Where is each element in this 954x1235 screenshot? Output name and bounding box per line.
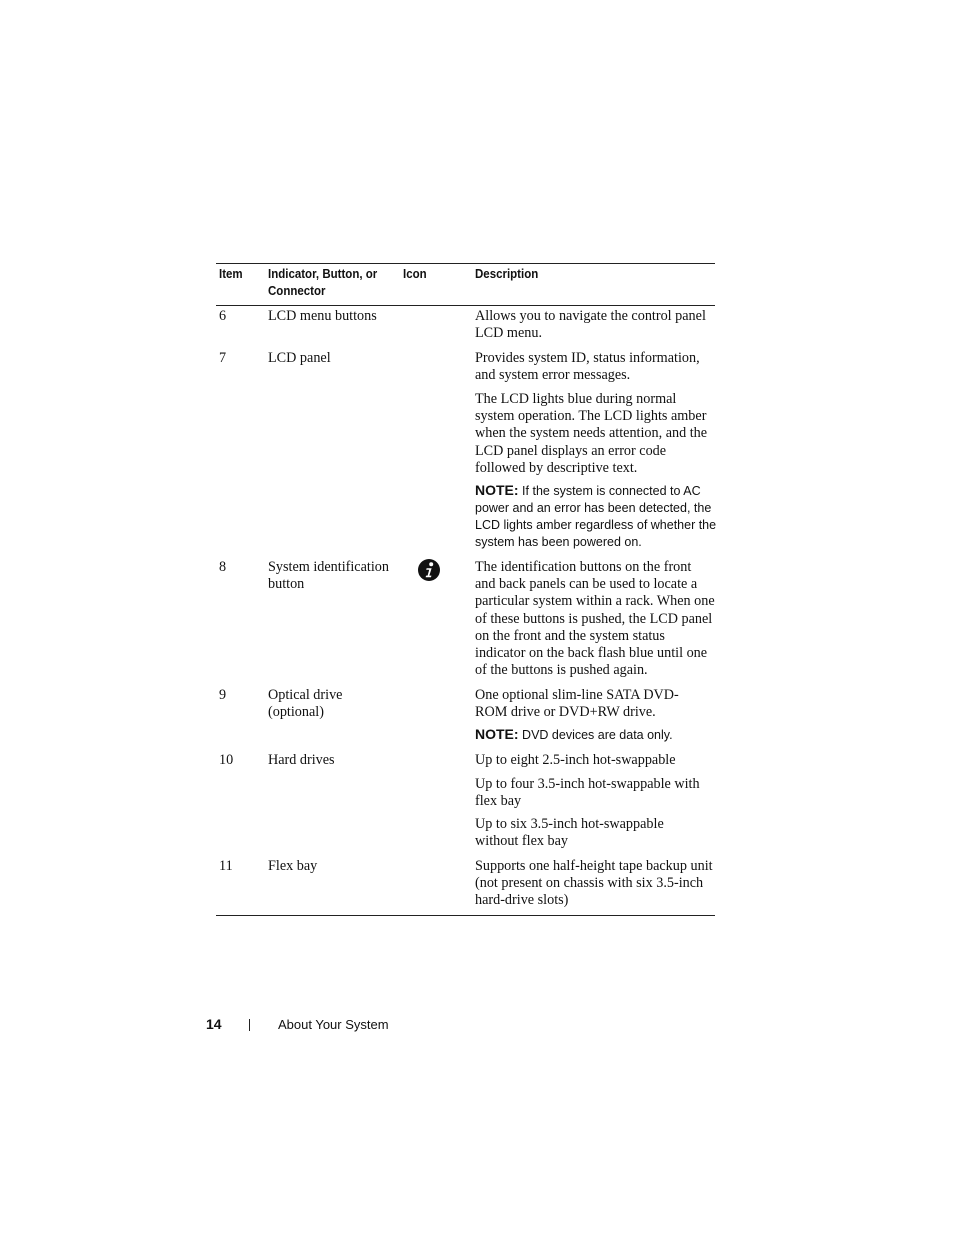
row-6-indicator: LCD menu buttons xyxy=(268,308,377,324)
note-label: NOTE: xyxy=(475,482,519,498)
row-7-description-1: Provides system ID, status information, and system error messages. xyxy=(475,350,700,384)
header-item: Item xyxy=(219,267,243,281)
note-text: DVD devices are data only. xyxy=(522,728,673,742)
row-10-description-3: Up to six 3.5-inch hot-swappable without flex bay xyxy=(475,816,664,850)
row-11-description: Supports one half-height tape backup unit (not present on chassis with six 3.5-inch hard-drive slots) xyxy=(475,858,713,909)
table-bottom-rule xyxy=(216,915,715,916)
row-8-indicator: System identification button xyxy=(268,559,389,593)
header-icon: Icon xyxy=(403,267,427,281)
row-6-description: Allows you to navigate the control panel LCD menu. xyxy=(475,308,706,342)
row-11-item: 11 xyxy=(219,858,233,874)
row-8-item: 8 xyxy=(219,559,227,575)
header-rule xyxy=(216,305,715,306)
note-text: If the system is connected to AC power and an error has been detected, the LCD lights amber regardless of whether the system has been powered on. xyxy=(475,484,717,549)
row-11-indicator: Flex bay xyxy=(268,858,318,874)
row-10-description-2: Up to four 3.5-inch hot-swappable with flex bay xyxy=(475,776,700,810)
info-icon xyxy=(417,558,441,582)
header-description: Description xyxy=(475,267,539,281)
note-label: NOTE: xyxy=(475,726,519,742)
page-number: 14 xyxy=(206,1016,222,1032)
row-10-indicator: Hard drives xyxy=(268,752,335,768)
table-top-rule xyxy=(216,263,715,264)
row-9-indicator: Optical drive (optional) xyxy=(268,687,343,721)
footer-section-title: About Your System xyxy=(278,1017,389,1032)
footer-separator xyxy=(249,1019,250,1031)
row-7-description-2: The LCD lights blue during normal system operation. The LCD lights amber when the system needs attention, and the LCD panel displays an error code followed by descriptive text. xyxy=(475,391,708,476)
row-9-description: One optional slim-line SATA DVD-ROM drive or DVD+RW drive. xyxy=(475,687,679,721)
row-7-note xyxy=(475,482,725,551)
row-10-item: 10 xyxy=(219,752,234,768)
row-9-note xyxy=(475,726,725,744)
row-7-indicator: LCD panel xyxy=(268,350,331,366)
row-10-description-1: Up to eight 2.5-inch hot-swappable xyxy=(475,752,676,768)
row-7-item: 7 xyxy=(219,350,227,366)
row-8-description: The identification buttons on the front and back panels can be used to locate a particular system within a rack. When one of these buttons is pushed, the LCD panel on the front and the system status indicator on the back flash blue until one of the buttons is pushed again. xyxy=(475,559,715,679)
row-9-item: 9 xyxy=(219,687,227,703)
row-6-item: 6 xyxy=(219,308,227,324)
header-indicator: Indicator, Button, or Connector xyxy=(268,267,378,298)
